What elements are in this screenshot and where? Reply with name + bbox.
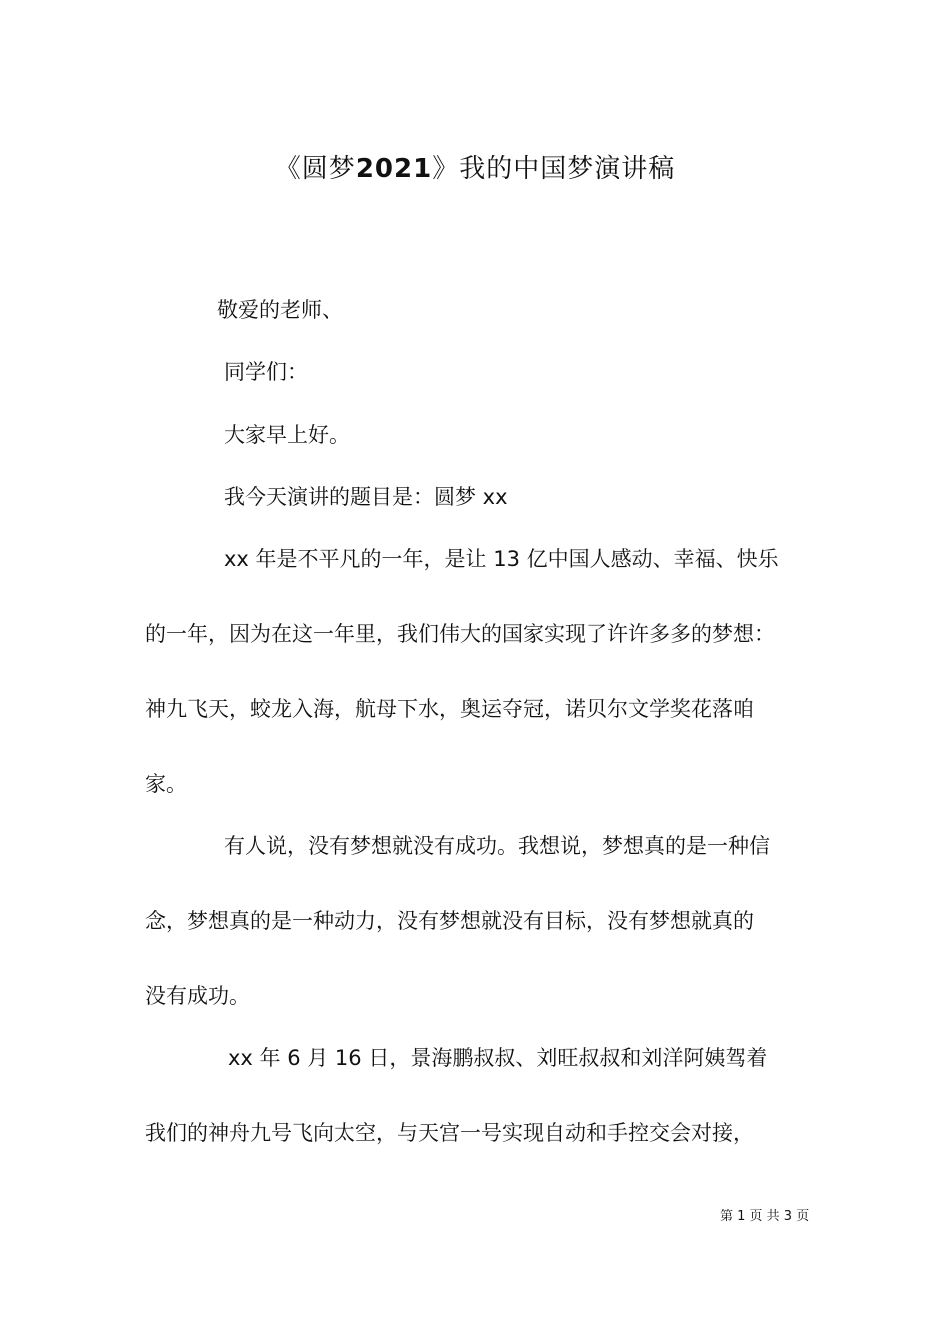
paragraph-line: 家。 [145,772,187,796]
salutation-line: 同学们： [224,360,308,384]
paragraph-line: 的一年，因为在这一年里，我们伟大的国家实现了许许多多的梦想： [145,622,775,646]
topic-line: 我今天演讲的题目是：圆梦 xx [224,485,508,509]
paragraph-line: 有人说，没有梦想就没有成功。我想说，梦想真的是一种信 [224,834,770,858]
paragraph-line: 神九飞天，蛟龙入海，航母下水，奥运夺冠，诺贝尔文学奖花落咱 [145,697,754,721]
paragraph-line: 没有成功。 [145,984,250,1008]
title-prefix: 《圆梦 [274,154,356,185]
salutation-line: 敬爱的老师、 [217,298,343,322]
paragraph-line: xx 年 6 月 16 日，景海鹏叔叔、刘旺叔叔和刘洋阿姨驾着 [228,1046,768,1070]
title-year: 2021 [355,154,433,185]
greeting-line: 大家早上好。 [224,423,350,447]
title-suffix: 》我的中国梦演讲稿 [432,154,676,185]
paragraph-line: xx 年是不平凡的一年，是让 13 亿中国人感动、幸福、快乐 [224,547,779,571]
paragraph-line: 我们的神舟九号飞向太空，与天宫一号实现自动和手控交会对接， [145,1121,754,1145]
page-title [0,149,950,189]
paragraph-line: 念，梦想真的是一种动力，没有梦想就没有目标，没有梦想就真的 [145,909,754,933]
page-number-footer: 第 1 页 共 3 页 [720,1209,810,1224]
